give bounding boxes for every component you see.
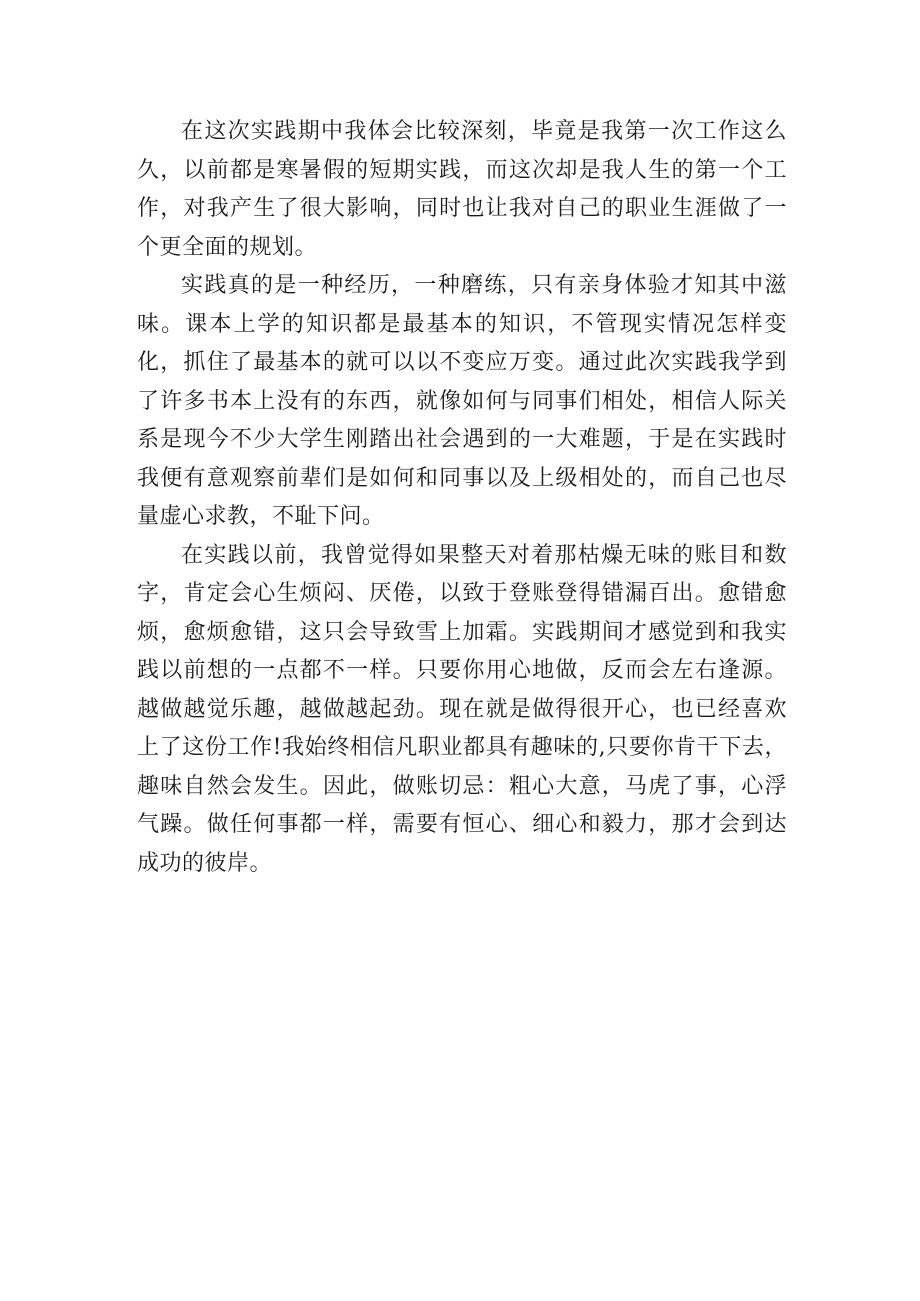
- document-body: [137, 113, 787, 883]
- paragraph-2: 实践真的是一种经历，一种磨练，只有亲身体验才知其中滋味。课本上学的知识都是最基本的知识，不管现实情况怎样变化，抓住了最基本的就可以以不变应万变。通过此次实践我学到了许多书本上没有的东西，就像如何与同事们相处，相信人际关系是现今不少大学生刚踏出社会遇到的一大难题，于是在实践时我便有意观察前辈们是如何和同事以及上级相处的，而自己也尽量虚心求教，不耻下问。: [137, 273, 787, 529]
- paragraph-3: 在实践以前，我曾觉得如果整天对着那枯燥无味的账目和数字，肯定会心生烦闷、厌倦，以致于登账登得错漏百出。愈错愈烦，愈烦愈错，这只会导致雪上加霜。实践期间才感觉到和我实践以前想的一点都不一样。只要你用心地做，反而会左右逢源。越做越觉乐趣，越做越起劲。现在就是做得很开心，也已经喜欢上了这份工作!我始终相信凡职业都具有趣味的,只要你肯干下去，趣味自然会发生。因此，做账切忌：粗心大意，马虎了事，心浮气躁。做任何事都一样，需要有恒心、细心和毅力，那才会到达成功的彼岸。: [137, 542, 787, 876]
- paragraph-1: 在这次实践期中我体会比较深刻，毕竟是我第一次工作这么久，以前都是寒暑假的短期实践，而这次却是我人生的第一个工作，对我产生了很大影响，同时也让我对自己的职业生涯做了一个更全面的规划。: [137, 119, 787, 260]
